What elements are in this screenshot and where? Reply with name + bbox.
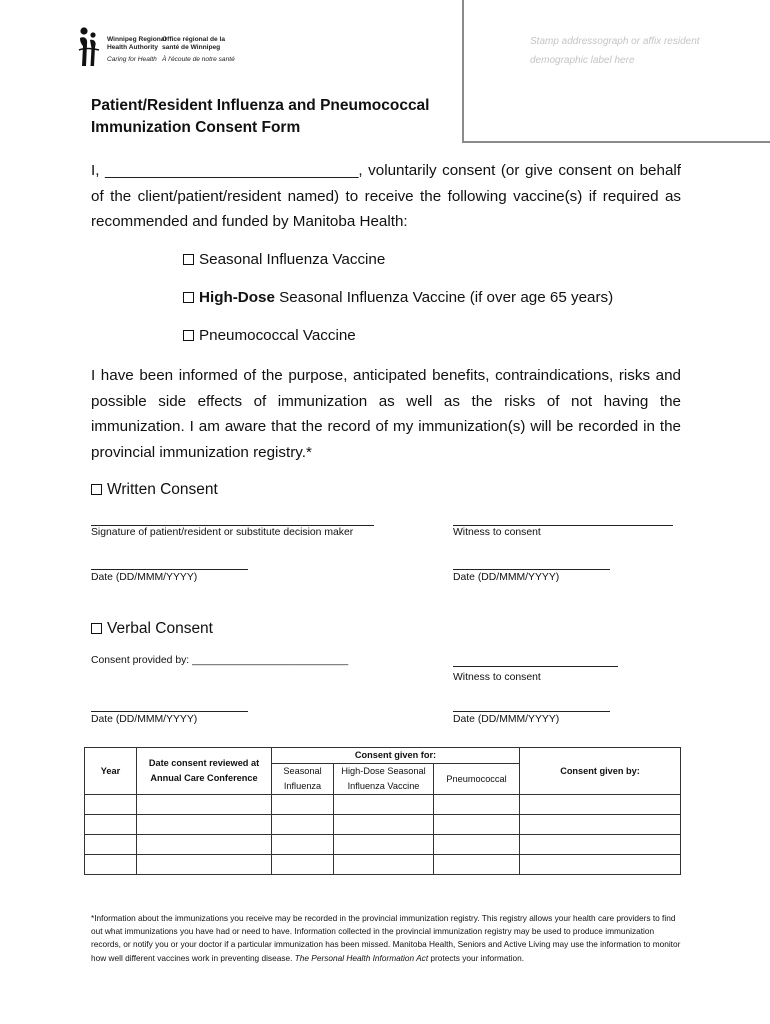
- table-cell[interactable]: [85, 795, 137, 815]
- col-consent-given-by: Consent given by:: [520, 748, 681, 795]
- wrha-logo-icon: [78, 26, 100, 68]
- verbal-witness-date-line[interactable]: [453, 711, 610, 712]
- highdose-checkbox[interactable]: [183, 292, 194, 303]
- col-year: Year: [85, 748, 137, 795]
- col-consent-given-for: Consent given for:: [272, 748, 520, 764]
- col-date-reviewed: Date consent reviewed at Annual Care Conference: [137, 748, 272, 795]
- table-cell[interactable]: [137, 795, 272, 815]
- written-witness-date-label: Date (DD/MMM/YYYY): [453, 572, 560, 583]
- verbal-consent-label: Verbal Consent: [107, 620, 213, 637]
- table-cell[interactable]: [434, 815, 520, 835]
- written-consent-checkbox[interactable]: [91, 484, 102, 495]
- stamp-instructions: Stamp addressograph or affix resident demographic label here: [530, 36, 700, 66]
- table-cell[interactable]: [272, 815, 334, 835]
- col-pneumo: Pneumococcal: [434, 764, 520, 795]
- logo-tagline-fr: À l'écoute de notre santé: [162, 56, 235, 63]
- table-cell[interactable]: [520, 835, 681, 855]
- registry-footnote: [91, 912, 681, 965]
- informed-statement: I have been informed of the purpose, anticipated benefits, contraindications, risks and possible side effects of immunization as well as the risks of not having the immunization. I am aware that the record of my immunization(s) will be recorded in the provincial immunization registry.*: [91, 367, 681, 461]
- col-highdose: High-Dose Seasonal Influenza Vaccine: [334, 764, 434, 795]
- table-row: [85, 835, 681, 855]
- consent-intro: I, ______________________________, voluntarily consent (or give consent on behalf of the client/patient/resident named) to receive the following vaccine(s) if required as recommended and funded by Manitoba Health:: [91, 162, 681, 230]
- verbal-consent-option[interactable]: [91, 619, 213, 639]
- table-cell[interactable]: [434, 855, 520, 875]
- verbal-date-line[interactable]: [91, 711, 248, 712]
- logo-line1-en: Winnipeg Regional: [107, 36, 167, 43]
- verbal-date-label: Date (DD/MMM/YYYY): [91, 714, 198, 725]
- table-cell[interactable]: [434, 835, 520, 855]
- vaccine-pneumo-option[interactable]: [183, 326, 356, 346]
- written-consent-option[interactable]: [91, 480, 218, 500]
- table-cell[interactable]: [272, 835, 334, 855]
- table-cell[interactable]: [137, 855, 272, 875]
- witness-label: Witness to consent: [453, 527, 541, 538]
- written-date-line[interactable]: [91, 569, 248, 570]
- pneumo-label: Pneumococcal Vaccine: [199, 327, 356, 344]
- written-consent-label: Written Consent: [107, 481, 218, 498]
- verbal-consent-checkbox[interactable]: [91, 623, 102, 634]
- table-cell[interactable]: [137, 815, 272, 835]
- seasonal-label: Seasonal Influenza Vaccine: [199, 251, 386, 268]
- col-seasonal: Seasonal Influenza: [272, 764, 334, 795]
- verbal-witness-label: Witness to consent: [453, 672, 541, 683]
- table-cell[interactable]: [334, 795, 434, 815]
- table-row: [85, 815, 681, 835]
- logo-line2-en: Health Authority: [107, 44, 159, 51]
- table-cell[interactable]: [520, 815, 681, 835]
- table-cell[interactable]: [137, 835, 272, 855]
- logo-line2-fr: santé de Winnipeg: [162, 44, 221, 51]
- footnote-text: *Information about the immunizations you receive may be recorded in the provincial immunization registry. This registry allows your health care providers to find out what immunizations you have had or need to have. Information collected in the provincial immunization registry may be used to produce immunization records, or notify you or your doctor if a particular immunization has been missed. Manitoba Health, Seniors and Active Living may use the information to monitor how well different vaccines work in preventing disease.: [91, 913, 681, 963]
- table-cell[interactable]: [85, 835, 137, 855]
- wrha-logo: [78, 26, 238, 70]
- stamp-box: [462, 0, 770, 143]
- form-title: Patient/Resident Influenza and Pneumococcal Immunization Consent Form: [91, 97, 430, 136]
- footnote-act: The Personal Health Information Act: [294, 952, 429, 963]
- footnote-tail: protects your information.: [428, 952, 525, 963]
- verbal-witness-line[interactable]: [453, 666, 618, 667]
- highdose-bold-label: High-Dose: [199, 289, 275, 306]
- annual-review-table: [84, 747, 681, 875]
- logo-line1-fr: Office régional de la: [162, 36, 226, 43]
- table-cell[interactable]: [334, 855, 434, 875]
- consent-provided-by-field[interactable]: Consent provided by: ___________________________: [91, 655, 349, 666]
- table-cell[interactable]: [520, 855, 681, 875]
- table-cell[interactable]: [334, 835, 434, 855]
- written-witness-date-line[interactable]: [453, 569, 610, 570]
- vaccine-seasonal-option[interactable]: [183, 250, 385, 270]
- table-cell[interactable]: [272, 855, 334, 875]
- verbal-witness-date-label: Date (DD/MMM/YYYY): [453, 714, 560, 725]
- table-cell[interactable]: [85, 855, 137, 875]
- table-row: [85, 795, 681, 815]
- highdose-label: Seasonal Influenza Vaccine (if over age 65 years): [274, 289, 614, 306]
- table-cell[interactable]: [520, 795, 681, 815]
- table-cell[interactable]: [272, 795, 334, 815]
- table-cell[interactable]: [434, 795, 520, 815]
- logo-tagline-en: Caring for Health: [107, 56, 157, 63]
- written-date-label: Date (DD/MMM/YYYY): [91, 572, 198, 583]
- table-cell[interactable]: [85, 815, 137, 835]
- signature-label: Signature of patient/resident or substitute decision maker: [91, 527, 354, 538]
- pneumo-checkbox[interactable]: [183, 330, 194, 341]
- table-row: [85, 855, 681, 875]
- table-cell[interactable]: [334, 815, 434, 835]
- vaccine-highdose-option[interactable]: [183, 288, 613, 308]
- seasonal-checkbox[interactable]: [183, 254, 194, 265]
